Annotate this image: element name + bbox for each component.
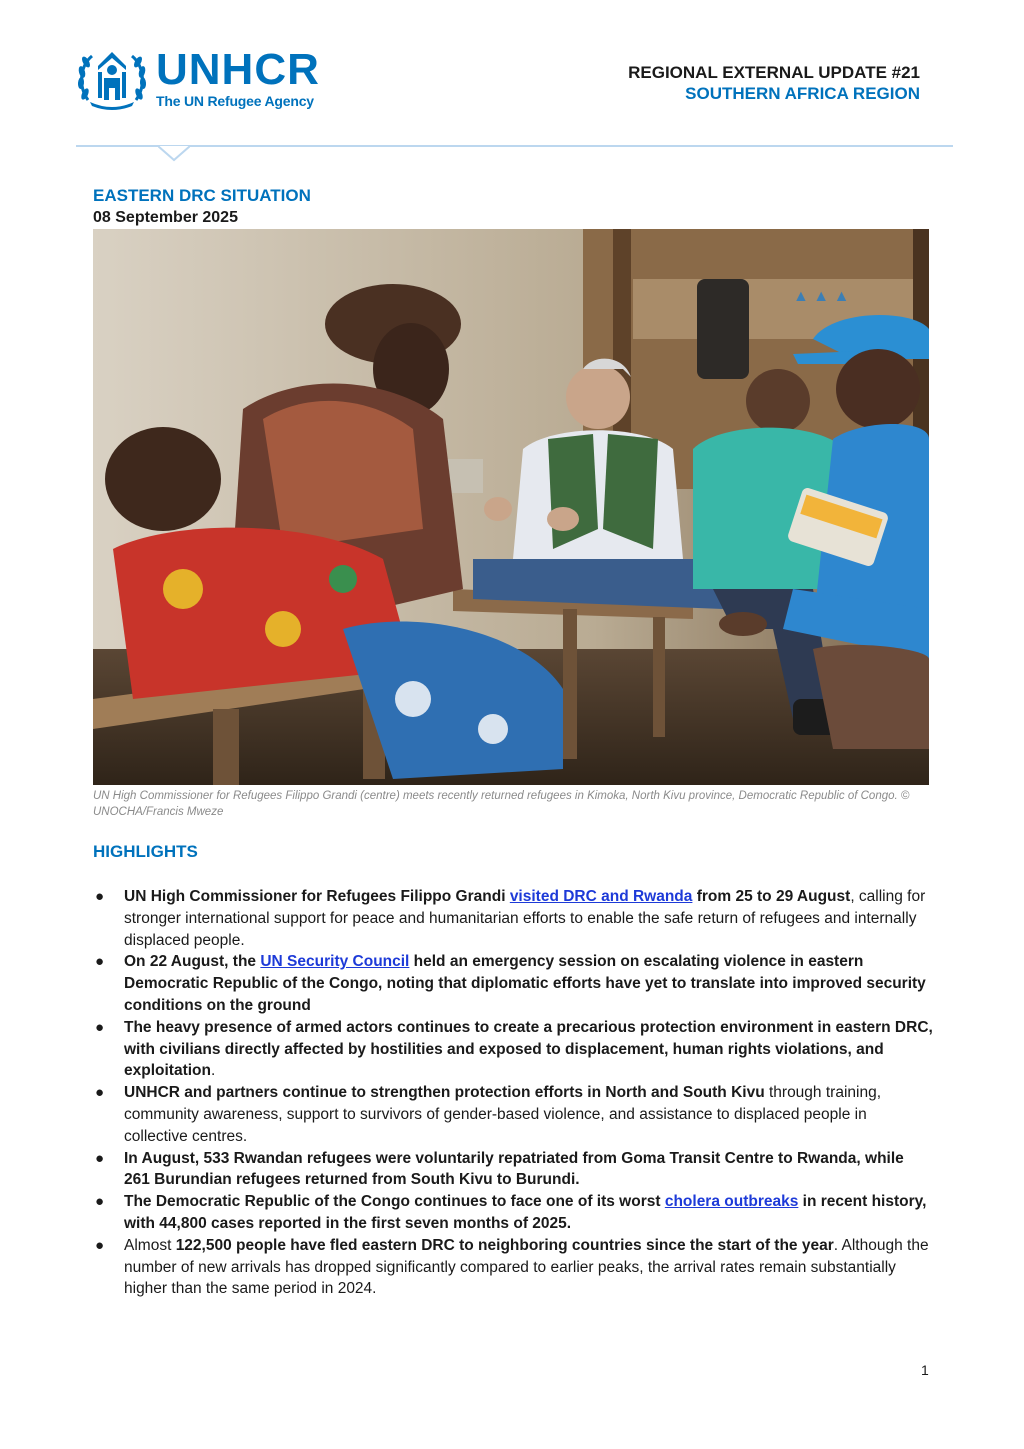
list-item — [93, 1082, 933, 1147]
divider-notch-icon — [158, 146, 190, 162]
update-title: REGIONAL EXTERNAL UPDATE #21 — [628, 63, 920, 82]
list-item — [93, 886, 933, 951]
report-date: 08 September 2025 — [93, 209, 238, 226]
un-security-council-link[interactable]: UN Security Council — [260, 953, 410, 971]
highlight-text: through training, community awareness, support to survivors of gender-based violence, and assistance to displaced people in collective centres. — [124, 1084, 881, 1145]
highlight-text: On 22 August, the — [124, 953, 261, 971]
highlight-text: , calling for stronger international support for peace and humanitarian efforts to enable the safe return of refugees and internally displaced people. — [124, 888, 926, 949]
list-item — [93, 1017, 933, 1082]
highlight-text: . Although the number of new arrivals has dropped significantly compared to earlier peaks, the arrival rates remain substantially higher than the same period in 2024. — [124, 1236, 929, 1298]
logo-wordmark: UNHCR — [156, 45, 320, 94]
highlight-text: held an emergency session on escalating violence in eastern Democratic Republic of the Congo, noting that diplomatic efforts have yet to translate into improved security conditions on the ground — [124, 953, 926, 1014]
bullet-icon: ● — [95, 953, 105, 971]
unhcr-logo — [74, 46, 320, 112]
list-item — [93, 951, 933, 1016]
bullet-icon: ● — [95, 1084, 105, 1102]
bullet-icon: ● — [95, 1236, 105, 1254]
page-number: 1 — [921, 1362, 929, 1378]
bullet-icon: ● — [95, 1149, 105, 1167]
situation-title: EASTERN DRC SITUATION — [93, 186, 311, 205]
highlight-text: from 25 to 29 August — [692, 888, 851, 905]
highlight-text: The Democratic Republic of the Congo continues to face one of its worst — [124, 1193, 665, 1211]
highlight-text: UNHCR and partners continue to strengthen protection efforts in North and South Kivu — [124, 1084, 765, 1102]
svg-text:▲ ▲ ▲: ▲ ▲ ▲ — [793, 288, 850, 305]
highlight-text: in recent history, with 44,800 cases reported in the first seven months of 2025. — [124, 1193, 927, 1232]
list-item — [93, 1148, 933, 1192]
logo-tagline: The UN Refugee Agency — [156, 93, 314, 109]
photo-caption: UN High Commissioner for Refugees Filippo Grandi (centre) meets recently returned refugees in Kimoka, North Kivu province, Democratic Republic of Congo. © UNOCHA/Francis Mweze — [93, 790, 910, 818]
highlight-text: In August, 533 Rwandan refugees were voluntarily repatriated from Goma Transit Centre to Rwanda, while 261 Burundian refugees returned from South Kivu to Burundi. — [124, 1149, 904, 1189]
highlight-text: . — [210, 1062, 216, 1080]
cholera-outbreaks-link[interactable]: cholera outbreaks — [664, 1193, 799, 1211]
bullet-icon: ● — [95, 1193, 105, 1211]
unhcr-emblem-icon — [74, 48, 150, 110]
highlights-list — [93, 886, 933, 1300]
list-item — [93, 1235, 933, 1300]
field-visit-photo — [93, 229, 929, 785]
list-item — [93, 1191, 933, 1235]
bullet-icon: ● — [95, 888, 105, 905]
highlight-text: The heavy presence of armed actors continues to create a precarious protection environment in eastern DRC, with civilians directly affected by hostilities and exposed to displacement, human rights violations, and exploitation — [124, 1018, 933, 1080]
highlight-text: UN High Commissioner for Refugees Filippo Grandi — [124, 888, 510, 905]
bullet-icon: ● — [95, 1018, 105, 1036]
report-header — [628, 62, 920, 104]
header-divider — [76, 145, 953, 147]
visited-drc-rwanda-link[interactable]: visited DRC and Rwanda — [509, 888, 693, 905]
region-name: SOUTHERN AFRICA REGION — [685, 84, 920, 103]
highlight-text: Almost — [124, 1236, 176, 1254]
highlights-title: HIGHLIGHTS — [93, 842, 198, 861]
highlight-text: 122,500 people have fled eastern DRC to neighboring countries since the start of the year — [175, 1236, 834, 1254]
